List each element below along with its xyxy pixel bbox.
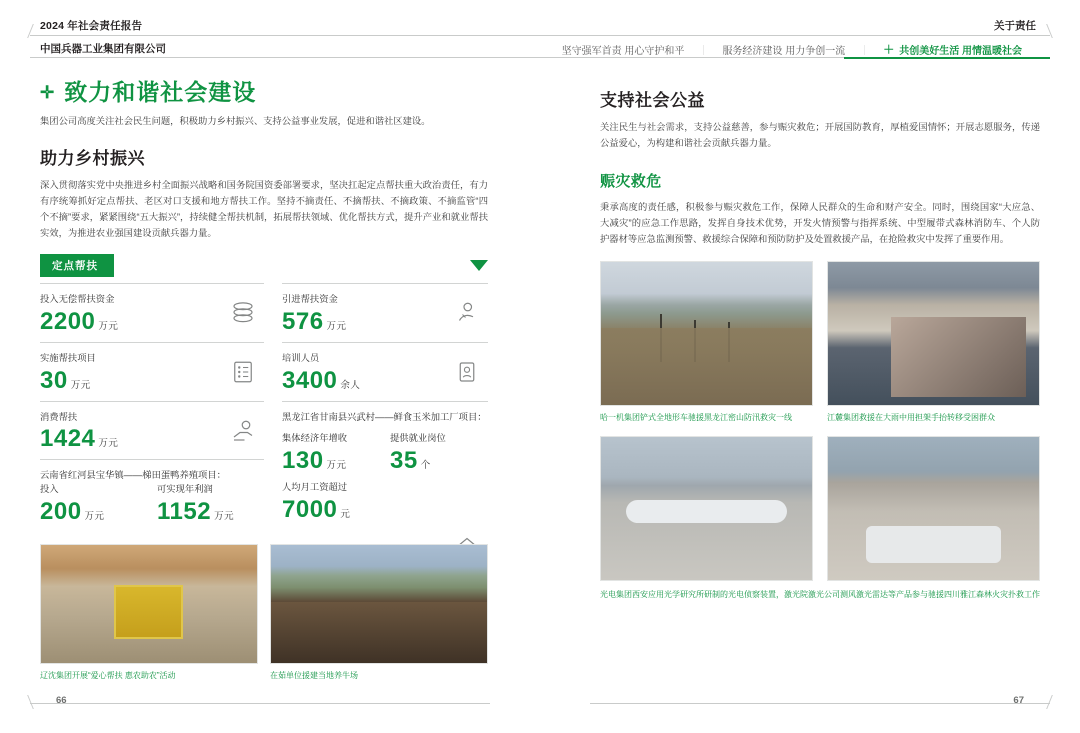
stat-unit: 万元: [84, 511, 105, 523]
photo-caption: 哈一机集团铲式全地形车驰援黑龙江密山防汛救灾一线: [600, 413, 792, 423]
left-subtitle: 助力乡村振兴: [40, 148, 145, 168]
left-paragraph: 深入贯彻落实党中央推进乡村全面振兴战略和国务院国资委部署要求，坚决扛起定点帮扶重大政治责任，有力有序统筹抓好定点帮扶、老区对口支援和地方帮扶工作。坚持不摘责任、不摘帮扶、不摘政策、不摘监管“四个不摘”要求，紧紧围绕“五大振兴”，持续健全帮扶机制，拓展帮扶领域、优化帮扶方式，提升产业和就业帮扶实效，为推进农业强国建设贡献兵器力量。: [40, 179, 488, 239]
stat-value-wrap: [40, 500, 147, 524]
stat-label: 消费帮扶: [40, 411, 78, 422]
stat-unit: 余人: [340, 379, 361, 391]
photo-flood-vehicle-image: [600, 261, 813, 406]
page-title-text: 致力和谐社会建设: [64, 79, 257, 105]
stat-label: 提供就业岗位: [390, 433, 446, 444]
project-left-item-0: [40, 483, 147, 524]
stat-unit: 元: [340, 509, 351, 521]
footer-corner-left: [27, 695, 47, 709]
photo-optical-device[interactable]: [600, 436, 813, 581]
right-photo-row-1: [600, 261, 1040, 424]
stat-value: 7000: [282, 496, 338, 524]
stat-value: 35: [390, 447, 418, 475]
photo-flood-vehicle[interactable]: [600, 261, 813, 424]
photo-cattle-farm-image: [270, 544, 488, 664]
plus-icon: ＋: [883, 44, 895, 56]
photo-medical-rescue[interactable]: [827, 436, 1040, 581]
stat-label: 投入: [40, 484, 59, 495]
footer-corner-right: [1033, 695, 1053, 709]
stat-unit: 万元: [326, 320, 347, 332]
left-column: [40, 80, 488, 682]
project-right-wage: [282, 481, 488, 522]
stat-item: [282, 342, 488, 401]
project-right-item-0: [282, 432, 380, 473]
list-icon: [228, 357, 258, 387]
stats-column-right: [264, 283, 488, 533]
photo-rescue-transfer[interactable]: [827, 261, 1040, 424]
photo-optical-device-image: [600, 436, 813, 581]
photo-rescue-transfer-image: [827, 261, 1040, 406]
stat-unit: 万元: [98, 320, 119, 332]
nav-active-underline: [844, 57, 1050, 59]
stat-value: 200: [40, 498, 82, 526]
nav-item-2-label: 共创美好生活 用情温暖社会: [899, 45, 1022, 57]
stat-value-wrap: [157, 500, 264, 524]
stat-item: [40, 342, 264, 401]
photo-flag-donation-image: [40, 544, 258, 664]
page-number-left: 66: [56, 695, 67, 706]
project-left-values: [40, 483, 264, 524]
stats-grid: [40, 283, 488, 533]
photo-flag-donation[interactable]: [40, 544, 258, 682]
stats-column-left: [40, 283, 264, 533]
tag-wrapper: [40, 242, 488, 277]
chapter-nav[interactable]: [548, 41, 1036, 57]
project-left-item-1: [157, 483, 264, 524]
stat-unit: 万元: [98, 438, 119, 450]
page-footer: [0, 693, 1080, 715]
page-number-right: 67: [1013, 695, 1024, 706]
project-right-item-1: [390, 432, 488, 473]
stat-unit: 万元: [70, 379, 91, 391]
section-label-right: 关于责任: [994, 20, 1036, 32]
stat-label: 集体经济年增收: [282, 433, 348, 444]
header-rule-top: [30, 35, 1050, 36]
sparkle-icon: ✛: [40, 83, 56, 103]
handshake-icon: [228, 416, 258, 446]
stat-label: 培训人员: [282, 352, 320, 363]
footer-rule-left: [30, 703, 490, 704]
nav-item-0[interactable]: 坚守强军首责 用心守护和平: [561, 45, 685, 57]
stat-label: 投入无偿帮扶资金: [40, 293, 115, 304]
stat-value: 30: [40, 366, 68, 394]
stat-item: [40, 401, 264, 460]
stat-label: 可实现年利润: [157, 484, 213, 495]
nav-separator-0: ｜: [698, 45, 709, 57]
stat-label: 实施帮扶项目: [40, 352, 96, 363]
stat-label: 人均月工资超过: [282, 482, 348, 493]
photo-caption: 辽沈集团开展“爱心帮扶 惠农助农”活动: [40, 671, 176, 681]
report-title: 2024 年社会责任报告: [40, 20, 143, 32]
stat-value: 576: [282, 307, 324, 335]
nav-item-2-active[interactable]: [869, 41, 1036, 57]
stat-value: 1424: [40, 425, 96, 453]
photo-cattle-farm[interactable]: [270, 544, 488, 682]
stat-value-wrap: [282, 449, 380, 473]
photo-medical-rescue-image: [827, 436, 1040, 581]
project-right: [282, 401, 488, 531]
stat-unit: 万元: [214, 511, 235, 523]
stat-item: [282, 283, 488, 342]
stat-unit: 个: [420, 460, 431, 472]
project-left-heading: 云南省红河县宝华镇——梯田蛋鸭养殖项目：: [40, 470, 226, 481]
id-card-icon: [452, 357, 482, 387]
project-right-heading: 黑龙江省甘南县兴武村——鲜食玉米加工厂项目：: [282, 411, 487, 422]
project-right-values: [282, 432, 488, 473]
nav-item-1[interactable]: 服务经济建设 用力争创一流: [722, 45, 846, 57]
stat-value-wrap: [390, 449, 488, 473]
page-title: [40, 80, 488, 105]
right-photo-grid: [600, 261, 1040, 601]
coins-icon: [228, 298, 258, 328]
photo-caption: 江麓集团救援在大雨中用担架手抬转移受困群众: [827, 413, 995, 423]
right-title: 支持社会公益: [600, 91, 705, 110]
triangle-marker: [470, 260, 488, 271]
photo-caption: 在茹单位援建当地养牛场: [270, 671, 358, 681]
right-photo-row-2: [600, 436, 1040, 581]
right-section-heading: 赈灾救危: [600, 172, 662, 190]
stat-value: 3400: [282, 366, 338, 394]
section-tag: 定点帮扶: [40, 254, 114, 277]
stat-label: 引进帮扶资金: [282, 293, 338, 304]
company-name: 中国兵器工业集团有限公司: [40, 43, 166, 55]
stat-unit: 万元: [326, 460, 347, 472]
stat-item: [40, 283, 264, 342]
stat-value: 2200: [40, 307, 96, 335]
footer-rule-right: [590, 703, 1050, 704]
right-paragraph: 秉承高度的责任感，积极参与赈灾救危工作，保障人民群众的生命和财产安全。同时，围绕国家“大应急、大减灾”的应急工作思路，发挥自身技术优势，开发火情预警与指挥系统、中型履带式森林消防车、个人防护器材等应急监测预警、救援综合保障和预防防护及处置救援产品，在抢险救灾中发挥了重要作用。: [600, 201, 1040, 245]
left-photo-row: [40, 544, 488, 682]
stat-value-wrap: [282, 498, 488, 522]
header-row-top: [0, 18, 1080, 36]
right-bottom-caption: 光电集团西安应用光学研究所研制的光电侦察装置，激光院激光公司测风激光雷达等产品参与驰援四川雅江森林火灾扑救工作: [600, 590, 1040, 600]
nav-separator-1: ｜: [859, 45, 870, 57]
project-left: [40, 459, 264, 532]
right-intro-text: 关注民生与社会需求，支持公益慈善，参与赈灾救危；开展国防教育，厚植爱国情怀；开展志愿服务，传递公益爱心，为构建和谐社会贡献兵器力量。: [600, 122, 1040, 149]
stat-value: 130: [282, 447, 324, 475]
left-intro-text: 集团公司高度关注社会民生问题，积极助力乡村振兴、支持公益事业发展，促进和谐社区建设。: [40, 116, 431, 127]
hand-coin-icon: [452, 298, 482, 328]
stat-value: 1152: [157, 498, 212, 526]
right-column: [600, 80, 1040, 601]
